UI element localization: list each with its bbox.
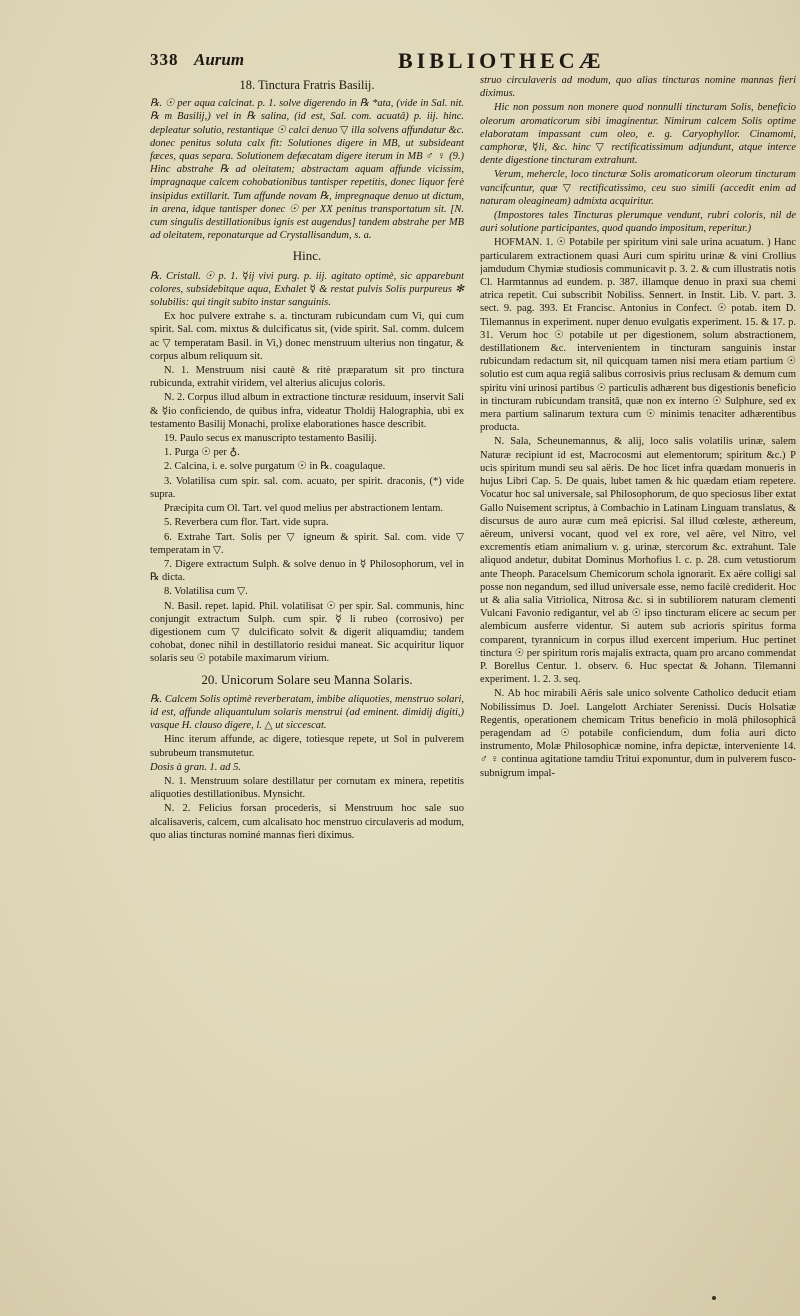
right-commentary-paragraph: Hic non possum non monere quod nonnulli tincturam Solis, beneficio oleorum aromaticorum sibi imaginentur. Nimirum calcem Solis optime elaboratam impassant cum oleo, e. g. Caryophyllor. Cinamomi, camphoræ, ☿li, &c. hinc ▽ rectificatissimum adjundunt, atque interce dente digestione tincturam extrahunt. [480,102,796,167]
left-recipe-paragraph: ℞. Cristall. ☉ p. 1. ☿ij vivi purg. p. iij. agitato optimè, sic apparebunt colores, subsidebitque aqua, Exhalet ☿ & restat pulvis Solis purpureus ✻ solubilis: qui tingit subito instar sanguinis. [150,270,464,309]
right-recipe-paragraph: struo circulaveris ad modum, quo alias tincturas nomine mannas fieri diximus. [480,75,796,100]
left-section-heading: Hinc. [292,248,322,264]
left-note-paragraph: N. 1. Menstruum solare destillatur per cornutam ex minera, repetitis aliquoties destillationibus. Mynsicht. [150,775,464,801]
left-numbered-paragraph: 7. Digere extractum Sulph. & solve denuo in ☿ Philosophorum, vel in ℞ dicta. [150,558,464,584]
left-numbered-paragraph: 8. Volatilisa cum ▽. [164,586,248,598]
left-numbered-paragraph: 6. Extrahe Tart. Solis per ▽ igneum & spirit. Sal. com. vide ▽ temperatam in ▽. [150,531,464,556]
left-recipe-paragraph: Dosis à gran. 1. ad 5. [150,761,242,773]
left-body-paragraph: Ex hoc pulvere extrahe s. a. tincturam rubicundam cum Vi, qui cum spirit. Sal. com. mixtus & dulcificatus sit, (vide spirit. Sal. comm. dulcem ac ▽ temperatam Basil. in Vi,) donec menstruum ulterius non tingatur, & corpus album reliquum sit. [150,311,464,362]
left-recipe-paragraph: ℞. Calcem Solis optimè reverberatam, imbibe aliquoties, menstruo solari, id est, affunde aliquantulum solaris menstrui (ad eminent. dimidij digiti,) vasque H. clauso digere, l. △ ut siccescat. [150,693,464,732]
left-section-heading: 20. Unicorum Solare seu Manna Solaris. [201,671,413,687]
left-section-heading: 18. Tinctura Fratris Basilij. [239,78,375,92]
left-numbered-paragraph: 2. Calcina, i. e. solve purgatum ☉ in ℞. coagulaque. [164,461,386,473]
left-note-paragraph: N. 1. Menstruum nisi cautè & ritè præparatum sit pro tinctura rubicunda, extrahit viridem, vel alterius alicujus coloris. [150,365,464,390]
page-number: 338 [150,50,179,69]
left-numbered-paragraph: 3. Volatilisa cum spir. sal. com. acuato, per spirit. draconis, (*) vide supra. [150,475,464,500]
running-word: Aurum [194,50,245,69]
left-note-paragraph: 19. Paulo secus ex manuscripto testamento Basilij. [164,433,377,445]
running-title: BIBLIOTHECÆ [398,48,605,73]
running-header [150,46,800,74]
right-text-column [480,74,796,1314]
left-note-paragraph: N. Basil. repet. lapid. Phil. volatilisat ☉ per spir. Sal. communis, hinc conjungit extractum Sulph. cum spir. ☿ li rubeo (corrosivo) per digestionem cum ▽ dulcificato solvit & digerit aliquamdiu; tandem cohobat, donec nihil in destillatorio residui maneat. Sic acquiritur liquor solaris seu ☉ potabile maximarum virium. [150,600,464,665]
right-numbered-paragraph: HOFMAN. 1. ☉ Potabile per spiritum vini sale urina acuatum. ) Hanc particularem extractionem quasi Auri cum spiritu urinæ & vini Crollius jamdudum Chymiæ studiosis communicavit p. 3. 2. & cum illustratis notis Cl. Harmtannus ad eundem. p. 387. illamque denuo in praxi sua chemi atrica repetit. Cui subscribit Nobiliss. Sennert. in Instit. Lib. V. part. 3. sect. 9. pag. 393. Et Francisc. Antonius in Confect. ☉ potab. item D. Tilemannus in experiment. nuper denuo evulgatis experiment. 15. & 17. p. 31. Verum hoc ☉ potabile ut per digestionem, solum abstractionem, destillationem &c. intervenientem in tincturam sanguinis instar rubicundam redactum sit, nil quicquam tamen nisi mera etiam partium ☉ solutio est cum aqua regiâ salibus corrosivis prius reclusam & demum cum spiritu vini urinosi partibus ☉ particulis adhærent bus digestionis beneficio in tincturam rubicundam transitâ, quæ non ex interno ☉ Sulphure, sed ex mera partium salinarum textura cum ☉ minimis tenaciter adhærentibus producta. [480,237,796,434]
left-numbered-paragraph: 5. Reverbera cum flor. Tart. vide supra. [164,517,329,529]
left-recipe-paragraph: ℞. ☉ per aqua calcinat. p. 1. solve digerendo in ℞ *ata, (vide in Sal. nit. ℞ m Basilij,) vel in ℞ salina, (id est, Sal. com. acuatâ) p. iij. hinc. depleatur solutio, restantique ☉ calci denuo ▽ illa solvens affundatur &c. donec penitus soluta calx fit: Solutiones digere in MB, ut subsideant fæces, quas separa. Solutionem defæcatam digere iterum in MB ♂ ♀ (9.) Hinc abstrahe ℞ ad oleitatem; abstractam aquam affunde vicissim, impragnaque calcem cohobationibus tantisper repetitis, donec liquor ferè insipidus extillarit. Tum affunde novam ℞, impregnaque denuo ut dictum, in arena, idque tantisper donec ☉ per XX penitus transportatum sit. [N. cum singulis destillationibus ignis est augendus] tandem abstrahe per MB ad oleitatem, reponaturque ad Crystallisandum, s. a. [150,98,464,242]
left-body-paragraph: Hinc iterum affunde, ac digere, totiesque repete, ut Sol in pulverem subrubeum transmutetur. [150,734,464,759]
ink-speck [712,1296,716,1300]
left-note-paragraph: N. 2. Felicius forsan procederis, si Menstruum hoc sale suo alcalisaveris, calcem, cum alcalisato hoc menstruo circulaveris ad modum, quo alias tincturas nominé mannas fieri diximus. [150,803,464,841]
left-note-paragraph: N. 2. Corpus illud album in extractione tincturæ residuum, inservit Sali & ☿io conficiendo, de quibus infra, videatur Tholdij Halographia, ubi ex testamento Basilij Monachi, prolixe elaborationes hasce describit. [150,392,464,430]
right-commentary-paragraph: (Impostores tales Tincturas plerumque vendunt, rubri coloris, nil de auri solutione participantes, quod quando impositum, reperitur.) [480,210,796,235]
right-numbered-paragraph: N. Sala, Scheunemannus, & alij, loco salis volatilis urinæ, salem Naturæ recipiunt id est, Macrocosmi aut elementorum; spiritum &c.) P ucis spiritum mundi seu sal aëris. De hoc licet infra quædam monueris in hujus Libri Cap. 5. De quais, lubet tamen & hic quædam etiam repetere. Vocatur hoc sal universale, sal Philosophorum, de quo speciosus liber extat Gallo Nuisement scriptus, à Combachio in Latinam Linguam translatus, & discursus de auro auræ cum meâ epicrisi. Sal illud cœleste, æthereum, aëreum, universi vocant, quod vel ex rore, vel aëre, vel Nitro, vel excrementis etiam animalium v. g. urinæ, stercorum &c. extrahunt. Tale aliquod andetur, dubitat Dominus Morhofius l. c. p. 28. cum vetustiorum ante Theoph. Paracelsum Chemicorum schola ignorarit. Ex aëre colligi sal posse non negandum, sed illud universale esse, nemo facilè crediderit. Hoc ut & alia salia Vitriolica, Nitrosa &c. si in subtiliorem naturam clementi Vulcani Favonio redigantur, vel ab ☉ ipso tincturam elicere ac secum per alembicum ausferre videntur. Si autem sub acrioris spiritus forma comparent, tyrannicum in corpus illud exercent imperium. Huc pertinet tinctura ☉ per spiritum roris majalis extracta, quam pro arcano commendat P. Borellus Centur. 1. observ. 6. Huc spectat & Johann. Tilemanni experiment. 1. 2. 3. seq. [480,436,796,686]
left-body-paragraph: Præcipita cum Ol. Tart. vel quod melius per abstractionem lentam. [164,503,444,515]
left-text-column [150,74,464,843]
right-commentary-paragraph: Verum, mehercle, loco tincturæ Solis aromaticorum oleorum tincturam vancifcuntur, quæ ▽ rectificatissimo, ceu suo simili (accedit enim ad naturam oleagineam) admixta acquiritur. [480,169,796,207]
right-numbered-paragraph: N. Ab hoc mirabili Aëris sale unico solvente Catholico deducit etiam Nobilissimus D. Joel. Langelott Archiater Serenissi. Ducis Holsatiæ Regentis, operationem chemicam Tritus beneficio in molâ philosophicâ peragendam ad ☉ potabile conficiendum, dum folia auri dicto instrumento, Molæ Philosophicæ nomine, infra depictæ, interveniente 14. ♂ ♀ continua agitatione tamdiu Tritui exponuntur, dum in pulverem fusco-subnigrum impal- [480,688,796,779]
left-numbered-paragraph: 1. Purga ☉ per ♁. [164,447,240,459]
